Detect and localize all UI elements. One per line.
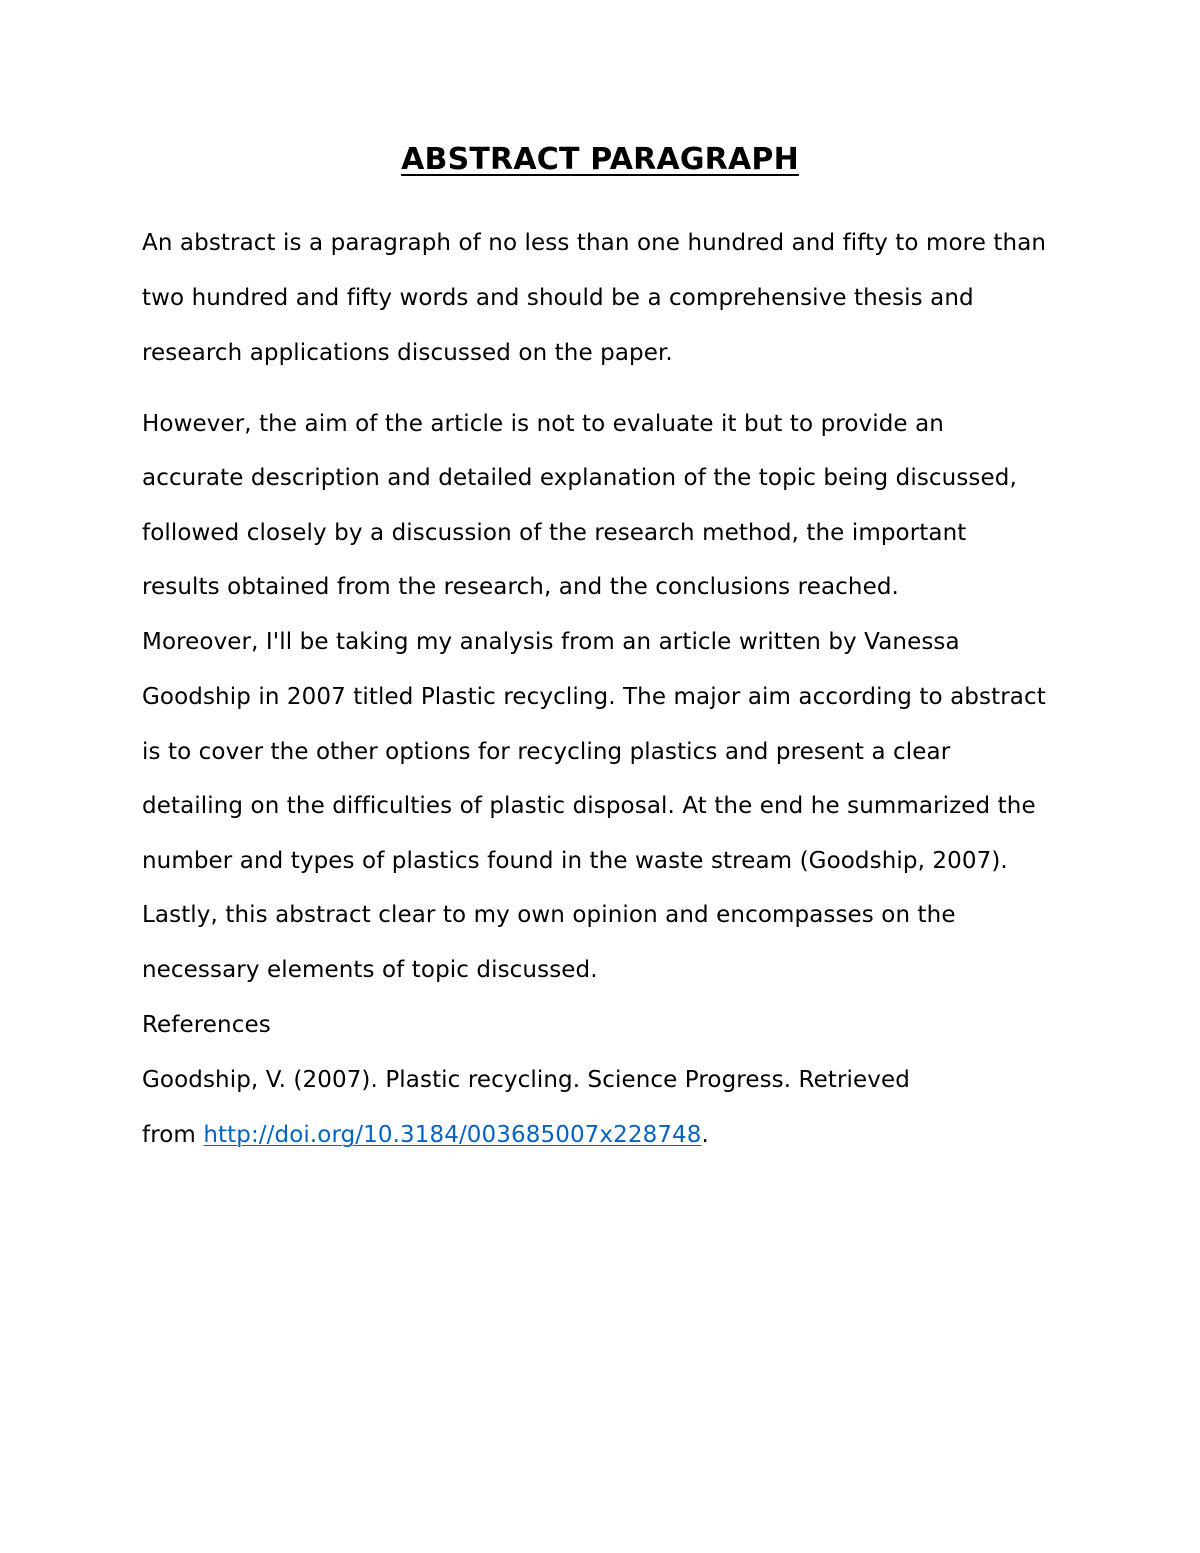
body-line: detailing on the difficulties of plastic disposal. At the end he summarized the xyxy=(142,793,1036,819)
reference-link-line xyxy=(142,1120,709,1150)
body-line: is to cover the other options for recycling plastics and present a clear xyxy=(142,739,951,765)
body-line: number and types of plastics found in the waste stream (Goodship, 2007). xyxy=(142,848,1008,874)
reference-citation: Goodship, V. (2007). Plastic recycling. Science Progress. Retrieved xyxy=(142,1067,910,1093)
body-line: results obtained from the research, and the conclusions reached. xyxy=(142,574,899,600)
body-line: However, the aim of the article is not to evaluate it but to provide an xyxy=(142,411,944,437)
body-line: necessary elements of topic discussed. xyxy=(142,957,598,983)
body-line: An abstract is a paragraph of no less than one hundred and fifty to more than xyxy=(142,230,1047,256)
body-line: Goodship in 2007 titled Plastic recycling. The major aim according to abstract xyxy=(142,684,1046,710)
body-line: two hundred and fifty words and should be a comprehensive thesis and xyxy=(142,285,974,311)
doi-link[interactable]: http://doi.org/10.3184/003685007x228748 xyxy=(203,1122,702,1148)
body-line: followed closely by a discussion of the research method, the important xyxy=(142,520,967,546)
references-heading: References xyxy=(142,1012,271,1038)
document-title: ABSTRACT PARAGRAPH xyxy=(401,142,799,177)
body-line: accurate description and detailed explanation of the topic being discussed, xyxy=(142,465,1017,491)
body-line: research applications discussed on the paper. xyxy=(142,340,673,366)
body-line: Moreover, I'll be taking my analysis from an article written by Vanessa xyxy=(142,629,960,655)
reference-from-text: from xyxy=(142,1122,204,1148)
body-line: Lastly, this abstract clear to my own opinion and encompasses on the xyxy=(142,902,956,928)
reference-trailing-period: . xyxy=(701,1122,709,1148)
